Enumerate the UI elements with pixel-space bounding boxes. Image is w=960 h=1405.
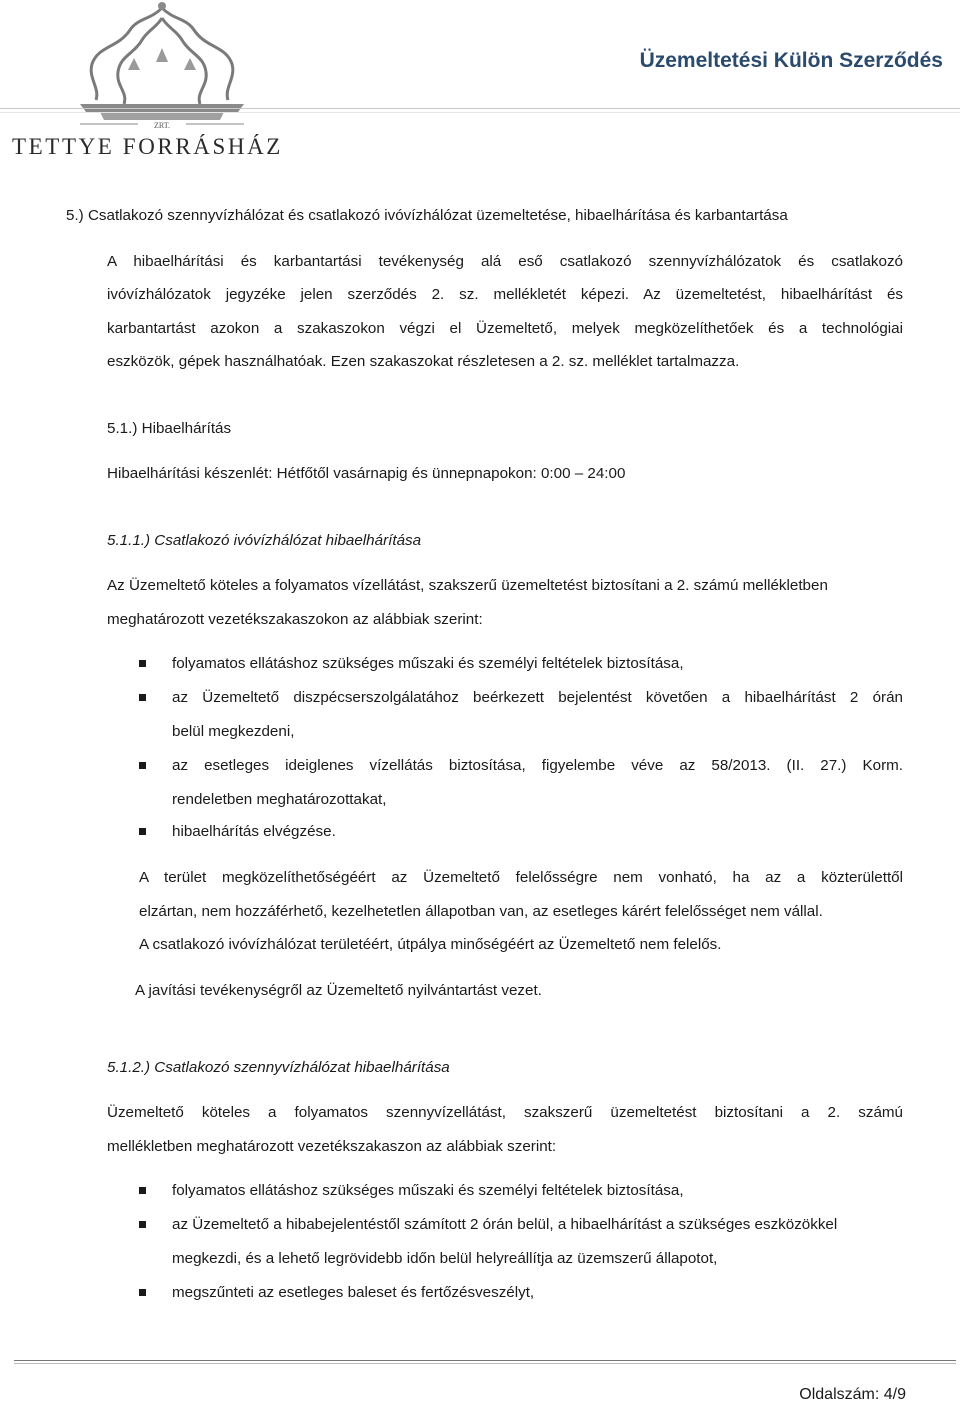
list-item: az Üzemeltető diszpécserszolgálatához beérkezett bejelentést követően a hibaelhárítást 2 órán bbox=[172, 689, 903, 706]
paragraph-line: A csatlakozó ivóvízhálózat területéért, útpálya minőségéért az Üzemeltető nem felelős. bbox=[139, 936, 722, 953]
list-item: megszűnteti az esetleges baleset és fertőzésveszélyt, bbox=[172, 1284, 535, 1301]
bullet-marker bbox=[139, 1221, 146, 1228]
list-item-continuation: belül megkezdeni, bbox=[172, 723, 295, 740]
subsection-heading: 5.1.2.) Csatlakozó szennyvízhálózat hibaelhárítása bbox=[107, 1059, 450, 1076]
paragraph-line: Üzemeltető köteles a folyamatos szennyvízellátást, szakszerű üzemeltetést biztosítani a 2. számú bbox=[107, 1104, 903, 1121]
paragraph-line: eszközök, gépek használhatóak. Ezen szakaszokat részletesen a 2. sz. melléklet tartalmazza. bbox=[107, 353, 740, 370]
subsection-heading: 5.1.) Hibaelhárítás bbox=[107, 420, 232, 437]
list-item: hibaelhárítás elvégzése. bbox=[172, 823, 336, 840]
paragraph-line: karbantartást azokon a szakaszokon végzi el Üzemeltető, melyek megközelíthetőek és a technológiai bbox=[107, 320, 903, 337]
paragraph-line: A hibaelhárítási és karbantartási tevékenység alá eső csatlakozó szennyvízhálózatok és csatlakozó bbox=[107, 253, 903, 270]
subsection-heading: 5.1.1.) Csatlakozó ivóvízhálózat hibaelhárítása bbox=[107, 532, 422, 549]
list-item-continuation: megkezdi, és a lehető legrövidebb időn belül helyreállítja az üzemszerű állapotot, bbox=[172, 1250, 718, 1267]
footer-divider-secondary bbox=[14, 1363, 956, 1364]
list-item: az esetleges ideiglenes vízellátás biztosítása, figyelembe véve az 58/2013. (II. 27.) Korm. bbox=[172, 757, 903, 774]
bullet-marker bbox=[139, 1289, 146, 1296]
section-heading: 5.) Csatlakozó szennyvízhálózat és csatlakozó ivóvízhálózat üzemeltetése, hibaelhárítása és karbantartása bbox=[66, 207, 788, 224]
svg-text:ZRT.: ZRT. bbox=[153, 121, 171, 130]
paragraph-line: mellékletben meghatározott vezetékszakaszon az alábbiak szerint: bbox=[107, 1138, 557, 1155]
list-item: az Üzemeltető a hibabejelentéstől számított 2 órán belül, a hibaelhárítást a szükséges eszközökkel bbox=[172, 1216, 838, 1233]
bullet-marker bbox=[139, 762, 146, 769]
logo-wordmark: TETTYE FORRÁSHÁZ bbox=[12, 134, 283, 159]
paragraph-line: elzártan, nem hozzáférhető, kezelhetetlen állapotban van, az esetleges kárért felelősséget nem vállal. bbox=[139, 903, 823, 920]
bullet-marker bbox=[139, 694, 146, 701]
page-number: Oldalszám: 4/9 bbox=[799, 1386, 906, 1403]
paragraph-line: A terület megközelíthetőségéért az Üzemeltető felelősségre nem vonható, ha az a közterülettől bbox=[139, 869, 903, 886]
list-item-continuation: rendeletben meghatározottakat, bbox=[172, 791, 387, 808]
paragraph-line: ivóvízhálózatok jegyzéke jelen szerződés 2. sz. mellékletét képezi. Az üzemeltetést, hibaelhárítást és bbox=[107, 286, 903, 303]
paragraph: A javítási tevékenységről az Üzemeltető nyilvántartást vezet. bbox=[135, 982, 542, 999]
bullet-marker bbox=[139, 1187, 146, 1194]
list-item: folyamatos ellátáshoz szükséges műszaki és személyi feltételek biztosítása, bbox=[172, 1182, 684, 1199]
list-item: folyamatos ellátáshoz szükséges műszaki és személyi feltételek biztosítása, bbox=[172, 655, 684, 672]
bullet-marker bbox=[139, 828, 146, 835]
footer-divider bbox=[14, 1360, 956, 1361]
document-title: Üzemeltetési Külön Szerződés bbox=[639, 49, 943, 72]
header-divider bbox=[0, 108, 960, 109]
header-divider-secondary bbox=[0, 112, 960, 113]
paragraph-line: Az Üzemeltető köteles a folyamatos vízellátást, szakszerű üzemeltetést biztosítani a 2. számú mellékletben bbox=[107, 577, 828, 594]
bullet-marker bbox=[139, 660, 146, 667]
paragraph-line: meghatározott vezetékszakaszokon az alábbiak szerint: bbox=[107, 611, 483, 628]
standby-hours-text: Hibaelhárítási készenlét: Hétfőtől vasárnapig és ünnepnapokon: 0:00 – 24:00 bbox=[107, 465, 626, 482]
